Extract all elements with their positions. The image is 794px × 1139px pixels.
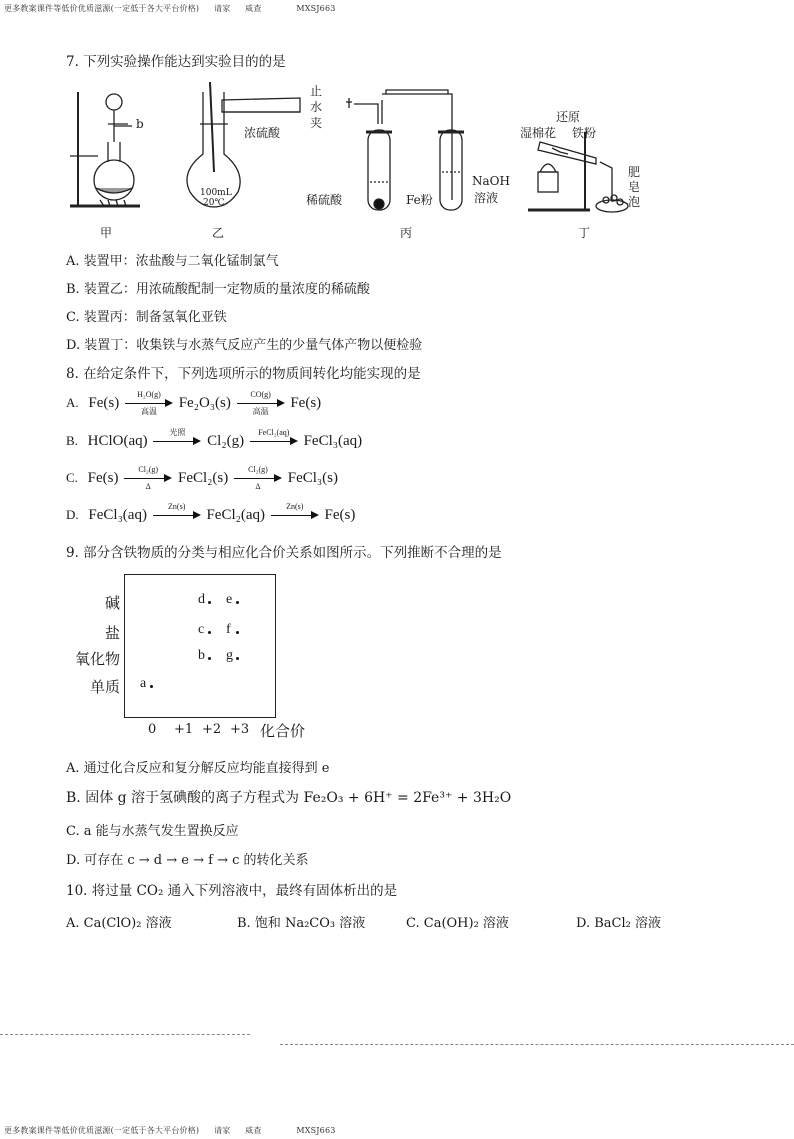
fig-bing-acid: 稀硫酸 [306,193,343,207]
data-point-dot [236,631,239,634]
fig-bing-fe: Fe粉 [406,193,433,207]
q8-a-s3: Fe(s) [290,395,322,411]
fig-bing-label: 丙 [400,226,413,240]
x-tick-label: +2 [202,722,222,737]
fig-bing-naoh1: NaOH [472,174,510,188]
x-axis-label: 化合价 [260,722,306,740]
q10-option-b: B. 饱和 Na₂CO₃ 溶液 [237,916,366,931]
reaction-arrow [125,389,173,416]
q8-a-s2: Fe₂O₃(s) [178,395,231,411]
fig-yi-vol: 100mL [200,188,232,198]
fig-ding-huanyuan: 还原 [556,110,581,124]
data-point-dot [208,631,211,634]
fig-jia-label: 甲 [100,226,113,240]
data-point-d: d [198,592,205,607]
reaction-arrow [250,427,298,449]
q7-apparatus-figures [0,72,794,232]
data-point-dot [236,657,239,660]
q8-option-c [66,464,338,491]
fig-bing-naoh2: 溶液 [474,191,499,205]
q8-b-s3: FeCl₃(aq) [303,433,363,449]
page-footer [4,1125,348,1136]
x-tick-label: +3 [230,722,250,737]
arrow-top: Zn(s) [286,501,304,511]
y-axis-label: 碱 [104,594,120,612]
fig-bing-clamp1: 止 [310,84,323,98]
data-point-g: g [226,648,233,663]
data-point-b: b [198,648,205,663]
arrow-top: Zn(s) [168,501,186,511]
q10-option-d: D. BaCl₂ 溶液 [576,916,661,931]
q7-stem: 7. 下列实验操作能达到实验目的的是 [66,54,286,70]
arrow-top: CO(g) [250,389,271,399]
data-point-dot [236,601,239,604]
header-text: 请家 [214,4,231,13]
x-tick-label: +1 [174,722,194,737]
arrow-bottom: Δ [255,481,261,491]
data-point-f: f [226,622,231,637]
fig-ding [528,132,628,212]
fig-yi-temp: 20℃ [203,198,225,208]
fig-ding-soap1: 肥 [628,165,641,179]
fig-yi-label: 乙 [212,226,225,240]
footer-text: 威查 [245,1126,262,1135]
header-text: 威查 [245,4,262,13]
arrow-top: Cl₂(g) [138,464,159,474]
q8-b-s2: Cl₂(g) [207,433,245,449]
arrow-bottom: Δ [145,481,151,491]
divider [280,1044,794,1045]
q8-b-s1: HClO(aq) [87,433,148,449]
arrow-bottom: 高温 [140,406,157,416]
reaction-arrow [124,464,172,491]
header-text: 更多教案课件等低价优质滋源(一定低于各大平台价格) [4,4,200,13]
fig-jia-b: b [136,117,144,131]
q10-option-a: A. Ca(ClO)₂ 溶液 [66,916,172,931]
y-axis-label: 盐 [104,624,120,642]
data-point-c: c [198,622,205,637]
footer-text: 请家 [214,1126,231,1135]
q9-option-c: C. a 能与水蒸气发生置换反应 [66,824,239,839]
q7-option-c: C. 装置丙：制备氢氧化亚铁 [66,310,227,325]
page-header [4,3,348,14]
fig-ding-label: 丁 [578,226,591,240]
footer-text: MXSJ663 [296,1126,336,1135]
arrow-top: 光照 [169,427,186,437]
fig-jia [70,92,140,206]
q8-c-letter: C. [66,470,78,485]
reaction-arrow [271,501,319,523]
fig-bing-clamp2: 水 [310,100,323,114]
q8-a-letter: A. [66,395,79,410]
arrow-top: FeCl₂(aq) [258,427,290,437]
valence-chart [0,560,794,750]
q9-option-b: B. 固体 g 溶于氢碘酸的离子方程式为 Fe₂O₃ + 6H⁺ = 2Fe³⁺ + 3H₂O [66,790,512,806]
q8-d-letter: D. [66,507,79,522]
q8-option-d [66,501,356,524]
y-axis-label: 氧化物 [74,650,120,668]
q8-c-s3: FeCl₃(s) [287,470,338,486]
data-point-a: a [140,676,147,691]
q7-option-b: B. 装置乙：用浓硫酸配制一定物质的量浓度的稀硫酸 [66,282,370,297]
q8-a-s1: Fe(s) [88,395,120,411]
fig-ding-soap3: 泡 [628,195,641,209]
x-tick-label: 0 [148,722,157,737]
arrow-bottom: 高温 [252,406,269,416]
q7-option-d: D. 装置丁：收集铁与水蒸气反应产生的少量气体产物以便检验 [66,338,423,353]
q8-option-a [66,389,322,416]
q8-c-s2: FeCl₂(s) [178,470,229,486]
q8-c-s1: Fe(s) [87,470,119,486]
footer-text: 更多教案课件等低价优质滋源(一定低于各大平台价格) [4,1126,200,1135]
fig-bing-clamp3: 夹 [310,116,323,130]
q8-d-s1: FeCl₃(aq) [88,507,147,523]
fig-bing [346,90,464,210]
q10-option-c: C. Ca(OH)₂ 溶液 [406,916,509,931]
reaction-arrow [153,427,201,449]
fig-ding-cotton: 湿棉花 [520,126,557,140]
q8-stem: 8. 在给定条件下，下列选项所示的物质间转化均能实现的是 [66,366,421,382]
q10-stem: 10. 将过量 CO₂ 通入下列溶液中，最终有固体析出的是 [66,883,398,899]
q7-option-a: A. 装置甲：浓盐酸与二氧化锰制氯气 [66,254,279,269]
q8-d-s3: Fe(s) [324,507,356,523]
fig-ding-iron: 铁粉 [572,126,597,140]
data-point-e: e [226,592,233,607]
reaction-arrow [237,389,285,416]
q8-option-b [66,427,363,450]
q9-option-a: A. 通过化合反应和复分解反应均能直接得到 e [66,761,330,776]
reaction-arrow [153,501,201,523]
y-axis-label: 单质 [89,678,120,696]
reaction-arrow [234,464,282,491]
data-point-dot [150,685,153,688]
header-text: MXSJ663 [296,4,336,13]
fig-ding-soap2: 皂 [628,180,641,194]
data-point-dot [208,657,211,660]
data-point-dot [208,601,211,604]
q9-stem: 9. 部分含铁物质的分类与相应化合价关系如图所示。下列推断不合理的是 [66,545,502,561]
divider [0,1034,250,1035]
q9-option-d: D. 可存在 c → d → e → f → c 的转化关系 [66,853,309,868]
q8-b-letter: B. [66,433,78,448]
fig-yi-acid: 浓硫酸 [244,126,281,140]
q8-d-s2: FeCl₂(aq) [206,507,266,523]
arrow-top: Cl₂(g) [248,464,268,474]
arrow-top: H₂O(g) [137,389,161,399]
